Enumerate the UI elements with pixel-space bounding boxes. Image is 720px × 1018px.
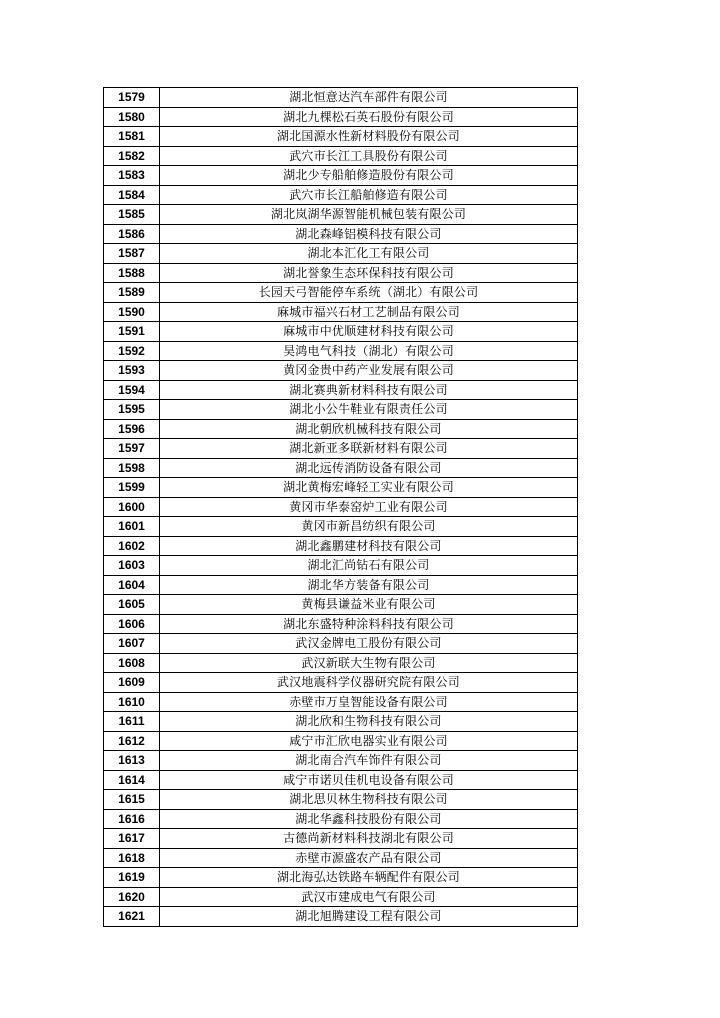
table-row xyxy=(104,263,578,283)
row-number-cell: 1599 xyxy=(104,478,160,498)
company-name-cell: 武穴市长江船舶修造有限公司 xyxy=(160,185,578,205)
row-number-cell: 1600 xyxy=(104,497,160,517)
row-number-cell: 1615 xyxy=(104,790,160,810)
row-number-cell: 1592 xyxy=(104,341,160,361)
table-row xyxy=(104,536,578,556)
table-row xyxy=(104,887,578,907)
company-name-cell: 湖北华鑫科技股份有限公司 xyxy=(160,809,578,829)
row-number-cell: 1619 xyxy=(104,868,160,888)
row-number-cell: 1579 xyxy=(104,88,160,108)
company-name-cell: 湖北岚湖华源智能机械包装有限公司 xyxy=(160,205,578,225)
row-number-cell: 1607 xyxy=(104,634,160,654)
company-name-cell: 湖北本汇化工有限公司 xyxy=(160,244,578,264)
company-name-cell: 麻城市福兴石材工艺制品有限公司 xyxy=(160,302,578,322)
table-row xyxy=(104,322,578,342)
row-number-cell: 1586 xyxy=(104,224,160,244)
company-list-sheet xyxy=(103,87,578,927)
table-row xyxy=(104,458,578,478)
table-row xyxy=(104,575,578,595)
table-row xyxy=(104,361,578,381)
row-number-cell: 1587 xyxy=(104,244,160,264)
row-number-cell: 1593 xyxy=(104,361,160,381)
row-number-cell: 1606 xyxy=(104,614,160,634)
company-name-cell: 昊鸿电气科技（湖北）有限公司 xyxy=(160,341,578,361)
row-number-cell: 1603 xyxy=(104,556,160,576)
company-name-cell: 湖北思贝林生物科技有限公司 xyxy=(160,790,578,810)
table-row xyxy=(104,497,578,517)
table-row xyxy=(104,380,578,400)
row-number-cell: 1604 xyxy=(104,575,160,595)
table-row xyxy=(104,653,578,673)
company-name-cell: 咸宁市汇欣电器实业有限公司 xyxy=(160,731,578,751)
table-row xyxy=(104,790,578,810)
table-row xyxy=(104,419,578,439)
table-row xyxy=(104,751,578,771)
table-row xyxy=(104,770,578,790)
company-name-cell: 长园天弓智能停车系统（湖北）有限公司 xyxy=(160,283,578,303)
company-name-cell: 湖北国源水性新材料股份有限公司 xyxy=(160,127,578,147)
company-name-cell: 湖北海弘达铁路车辆配件有限公司 xyxy=(160,868,578,888)
company-name-cell: 湖北华方装备有限公司 xyxy=(160,575,578,595)
table-row xyxy=(104,400,578,420)
table-row xyxy=(104,127,578,147)
company-name-cell: 黄冈市华泰窑炉工业有限公司 xyxy=(160,497,578,517)
table-row xyxy=(104,614,578,634)
row-number-cell: 1620 xyxy=(104,887,160,907)
table-row xyxy=(104,595,578,615)
table-row xyxy=(104,439,578,459)
table-row xyxy=(104,848,578,868)
row-number-cell: 1598 xyxy=(104,458,160,478)
table-row xyxy=(104,907,578,927)
company-name-cell: 赤壁市源盛农产品有限公司 xyxy=(160,848,578,868)
row-number-cell: 1610 xyxy=(104,692,160,712)
company-name-cell: 湖北东盛特种涂料科技有限公司 xyxy=(160,614,578,634)
table-row xyxy=(104,673,578,693)
company-name-cell: 湖北恒意达汽车部件有限公司 xyxy=(160,88,578,108)
table-row xyxy=(104,146,578,166)
row-number-cell: 1613 xyxy=(104,751,160,771)
row-number-cell: 1608 xyxy=(104,653,160,673)
row-number-cell: 1618 xyxy=(104,848,160,868)
table-row xyxy=(104,517,578,537)
company-name-cell: 武汉地震科学仪器研究院有限公司 xyxy=(160,673,578,693)
row-number-cell: 1617 xyxy=(104,829,160,849)
table-row xyxy=(104,302,578,322)
row-number-cell: 1595 xyxy=(104,400,160,420)
row-number-cell: 1605 xyxy=(104,595,160,615)
table-row xyxy=(104,829,578,849)
row-number-cell: 1611 xyxy=(104,712,160,732)
row-number-cell: 1588 xyxy=(104,263,160,283)
company-name-cell: 湖北誉象生态环保科技有限公司 xyxy=(160,263,578,283)
row-number-cell: 1591 xyxy=(104,322,160,342)
company-name-cell: 湖北南合汽车饰件有限公司 xyxy=(160,751,578,771)
company-name-cell: 湖北少专船舶修造股份有限公司 xyxy=(160,166,578,186)
table-row xyxy=(104,868,578,888)
table-row xyxy=(104,283,578,303)
row-number-cell: 1583 xyxy=(104,166,160,186)
table-row xyxy=(104,224,578,244)
company-name-cell: 湖北九棵松石英石股份有限公司 xyxy=(160,107,578,127)
company-name-cell: 武汉市建成电气有限公司 xyxy=(160,887,578,907)
table-row xyxy=(104,88,578,108)
row-number-cell: 1609 xyxy=(104,673,160,693)
company-name-cell: 黄冈金贵中药产业发展有限公司 xyxy=(160,361,578,381)
row-number-cell: 1602 xyxy=(104,536,160,556)
row-number-cell: 1584 xyxy=(104,185,160,205)
company-name-cell: 黄冈市新昌纺织有限公司 xyxy=(160,517,578,537)
company-name-cell: 古德尚新材料科技湖北有限公司 xyxy=(160,829,578,849)
company-name-cell: 武汉新联大生物有限公司 xyxy=(160,653,578,673)
company-name-cell: 赤壁市万皇智能设备有限公司 xyxy=(160,692,578,712)
row-number-cell: 1580 xyxy=(104,107,160,127)
table-row xyxy=(104,244,578,264)
row-number-cell: 1597 xyxy=(104,439,160,459)
company-name-cell: 湖北鑫鹏建材科技有限公司 xyxy=(160,536,578,556)
table-row xyxy=(104,712,578,732)
table-row xyxy=(104,478,578,498)
row-number-cell: 1590 xyxy=(104,302,160,322)
company-name-cell: 湖北小公牛鞋业有限责任公司 xyxy=(160,400,578,420)
company-name-cell: 湖北赛典新材料科技有限公司 xyxy=(160,380,578,400)
table-row xyxy=(104,731,578,751)
company-name-cell: 湖北森峰铝模科技有限公司 xyxy=(160,224,578,244)
row-number-cell: 1589 xyxy=(104,283,160,303)
company-name-cell: 湖北远传消防设备有限公司 xyxy=(160,458,578,478)
company-name-cell: 黄梅县谦益米业有限公司 xyxy=(160,595,578,615)
row-number-cell: 1616 xyxy=(104,809,160,829)
table-row xyxy=(104,107,578,127)
company-name-cell: 武穴市长江工具股份有限公司 xyxy=(160,146,578,166)
row-number-cell: 1601 xyxy=(104,517,160,537)
company-name-cell: 湖北黄梅宏峰轻工实业有限公司 xyxy=(160,478,578,498)
company-name-cell: 湖北旭腾建设工程有限公司 xyxy=(160,907,578,927)
table-row xyxy=(104,205,578,225)
company-name-cell: 麻城市中优顺建材科技有限公司 xyxy=(160,322,578,342)
table-row xyxy=(104,809,578,829)
row-number-cell: 1585 xyxy=(104,205,160,225)
row-number-cell: 1582 xyxy=(104,146,160,166)
company-name-cell: 湖北新亚多联新材料有限公司 xyxy=(160,439,578,459)
row-number-cell: 1594 xyxy=(104,380,160,400)
company-name-cell: 湖北朝欣机械科技有限公司 xyxy=(160,419,578,439)
company-name-cell: 湖北欣和生物科技有限公司 xyxy=(160,712,578,732)
row-number-cell: 1581 xyxy=(104,127,160,147)
table-row xyxy=(104,634,578,654)
table-row xyxy=(104,692,578,712)
company-name-cell: 湖北汇尚钻石有限公司 xyxy=(160,556,578,576)
company-name-cell: 武汉金牌电工股份有限公司 xyxy=(160,634,578,654)
company-list-body xyxy=(104,88,578,927)
table-row xyxy=(104,556,578,576)
table-row xyxy=(104,185,578,205)
company-list-table xyxy=(103,87,578,927)
row-number-cell: 1612 xyxy=(104,731,160,751)
table-row xyxy=(104,341,578,361)
row-number-cell: 1614 xyxy=(104,770,160,790)
row-number-cell: 1596 xyxy=(104,419,160,439)
company-name-cell: 咸宁市诺贝佳机电设备有限公司 xyxy=(160,770,578,790)
row-number-cell: 1621 xyxy=(104,907,160,927)
table-row xyxy=(104,166,578,186)
